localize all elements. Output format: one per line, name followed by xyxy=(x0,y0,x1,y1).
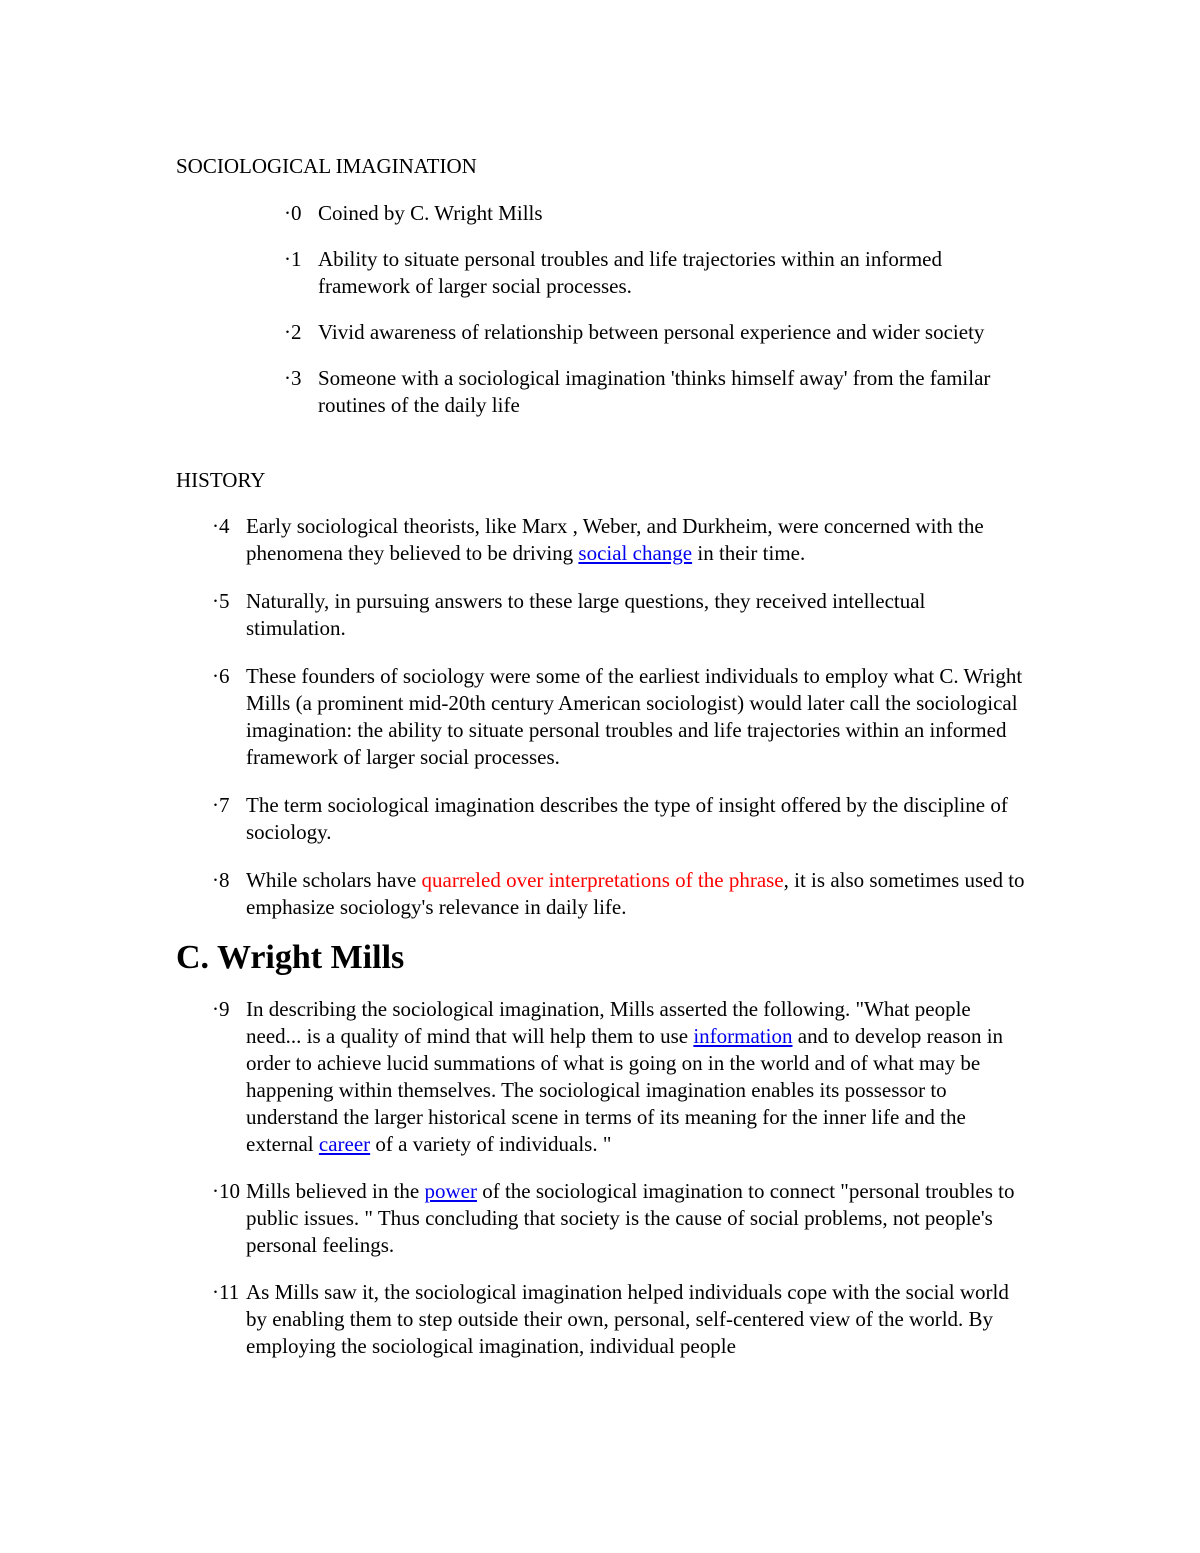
list-item-number: ·6 xyxy=(212,664,230,688)
list-item-number: ·1 xyxy=(284,247,302,271)
highlighted-phrase: quarreled over interpretations of the phrase xyxy=(421,868,784,892)
list-item-text-start: While scholars have xyxy=(246,868,422,892)
list-item xyxy=(212,588,1028,642)
list-item xyxy=(212,513,1028,567)
information-link[interactable]: information xyxy=(693,1024,793,1048)
history-list xyxy=(212,513,1028,921)
list-item xyxy=(212,996,1028,1158)
list-item-text: The term sociological imagination describes the type of insight offered by the discipline of sociology. xyxy=(246,793,1008,844)
section-heading-sociological-imagination: SOCIOLOGICAL IMAGINATION xyxy=(176,154,477,178)
social-change-link[interactable]: social change xyxy=(578,541,693,565)
list-item-text: These founders of sociology were some of the earliest individuals to employ what C. Wright Mills (a prominent mid-20th century American sociologist) would later call the sociological imagination: the ability to situate personal troubles and life trajectories within an informed framework of larger social processes. xyxy=(246,664,1023,769)
list-item-number: ·3 xyxy=(284,366,302,390)
list-item xyxy=(284,319,1028,346)
section-heading-c-wright-mills: C. Wright Mills xyxy=(176,939,405,976)
list-item-text-part3: of a variety of individuals. " xyxy=(370,1132,612,1156)
list-item xyxy=(212,792,1028,846)
sociological-imagination-list xyxy=(284,200,1028,419)
list-item-text-part1: In describing the sociological imagination, Mills asserted the following. "What people need... is a quality of mind that will help them to use xyxy=(246,997,971,1048)
section-heading-history: HISTORY xyxy=(176,468,266,492)
list-item-text-end: in their time. xyxy=(692,541,806,565)
list-item-text-start: Mills believed in the xyxy=(246,1179,425,1203)
list-item-text-part2: and to develop reason in order to achieve lucid summations of what is going on in the world and of what may be happening within themselves. The sociological imagination enables its possessor to understand the larger historical scene in terms of its meaning for the inner life and the external xyxy=(246,1024,1004,1156)
list-item-number: ·4 xyxy=(212,514,230,538)
list-item-text: Naturally, in pursuing answers to these large questions, they received intellectual stimulation. xyxy=(246,589,926,640)
list-item-text-start: Early sociological theorists, like Marx , Weber, and Durkheim, were concerned with the phenomena they believed to be driving xyxy=(246,514,984,565)
list-item-number: ·9 xyxy=(212,997,230,1021)
list-item-text-end: of the sociological imagination to connect "personal troubles to public issues. " Thus concluding that society is the cause of social problems, not people's personal feelings. xyxy=(246,1179,1015,1257)
list-item xyxy=(284,200,1028,227)
list-item-text: Coined by C. Wright Mills xyxy=(318,201,543,225)
list-item xyxy=(212,1279,1028,1360)
list-item-text-end: , it is also sometimes used to emphasize sociology's relevance in daily life. xyxy=(246,868,1025,919)
list-item-text: Ability to situate personal troubles and life trajectories within an informed framework of larger social processes. xyxy=(318,247,943,298)
list-item xyxy=(212,1178,1028,1259)
c-wright-mills-list xyxy=(212,996,1028,1360)
career-link[interactable]: career xyxy=(318,1132,371,1156)
list-item-text: As Mills saw it, the sociological imagination helped individuals cope with the social world by enabling them to step outside their own, personal, self-centered view of the world. By employing the sociological imagination, individual people xyxy=(246,1280,1009,1358)
list-item xyxy=(284,365,1028,419)
list-item-number: ·11 xyxy=(212,1280,240,1304)
list-item xyxy=(284,246,1028,300)
list-item-number: ·2 xyxy=(284,320,302,344)
list-item-number: ·8 xyxy=(212,868,230,892)
list-item-text: Vivid awareness of relationship between personal experience and wider society xyxy=(318,320,985,344)
list-item xyxy=(212,663,1028,771)
list-item-number: ·0 xyxy=(284,201,302,225)
power-link[interactable]: power xyxy=(424,1179,477,1203)
list-item-number: ·7 xyxy=(212,793,230,817)
list-item-number: ·10 xyxy=(212,1179,240,1203)
list-item-text: Someone with a sociological imagination 'thinks himself away' from the familar routines of the daily life xyxy=(318,366,991,417)
list-item-number: ·5 xyxy=(212,589,230,613)
list-item xyxy=(212,867,1028,921)
